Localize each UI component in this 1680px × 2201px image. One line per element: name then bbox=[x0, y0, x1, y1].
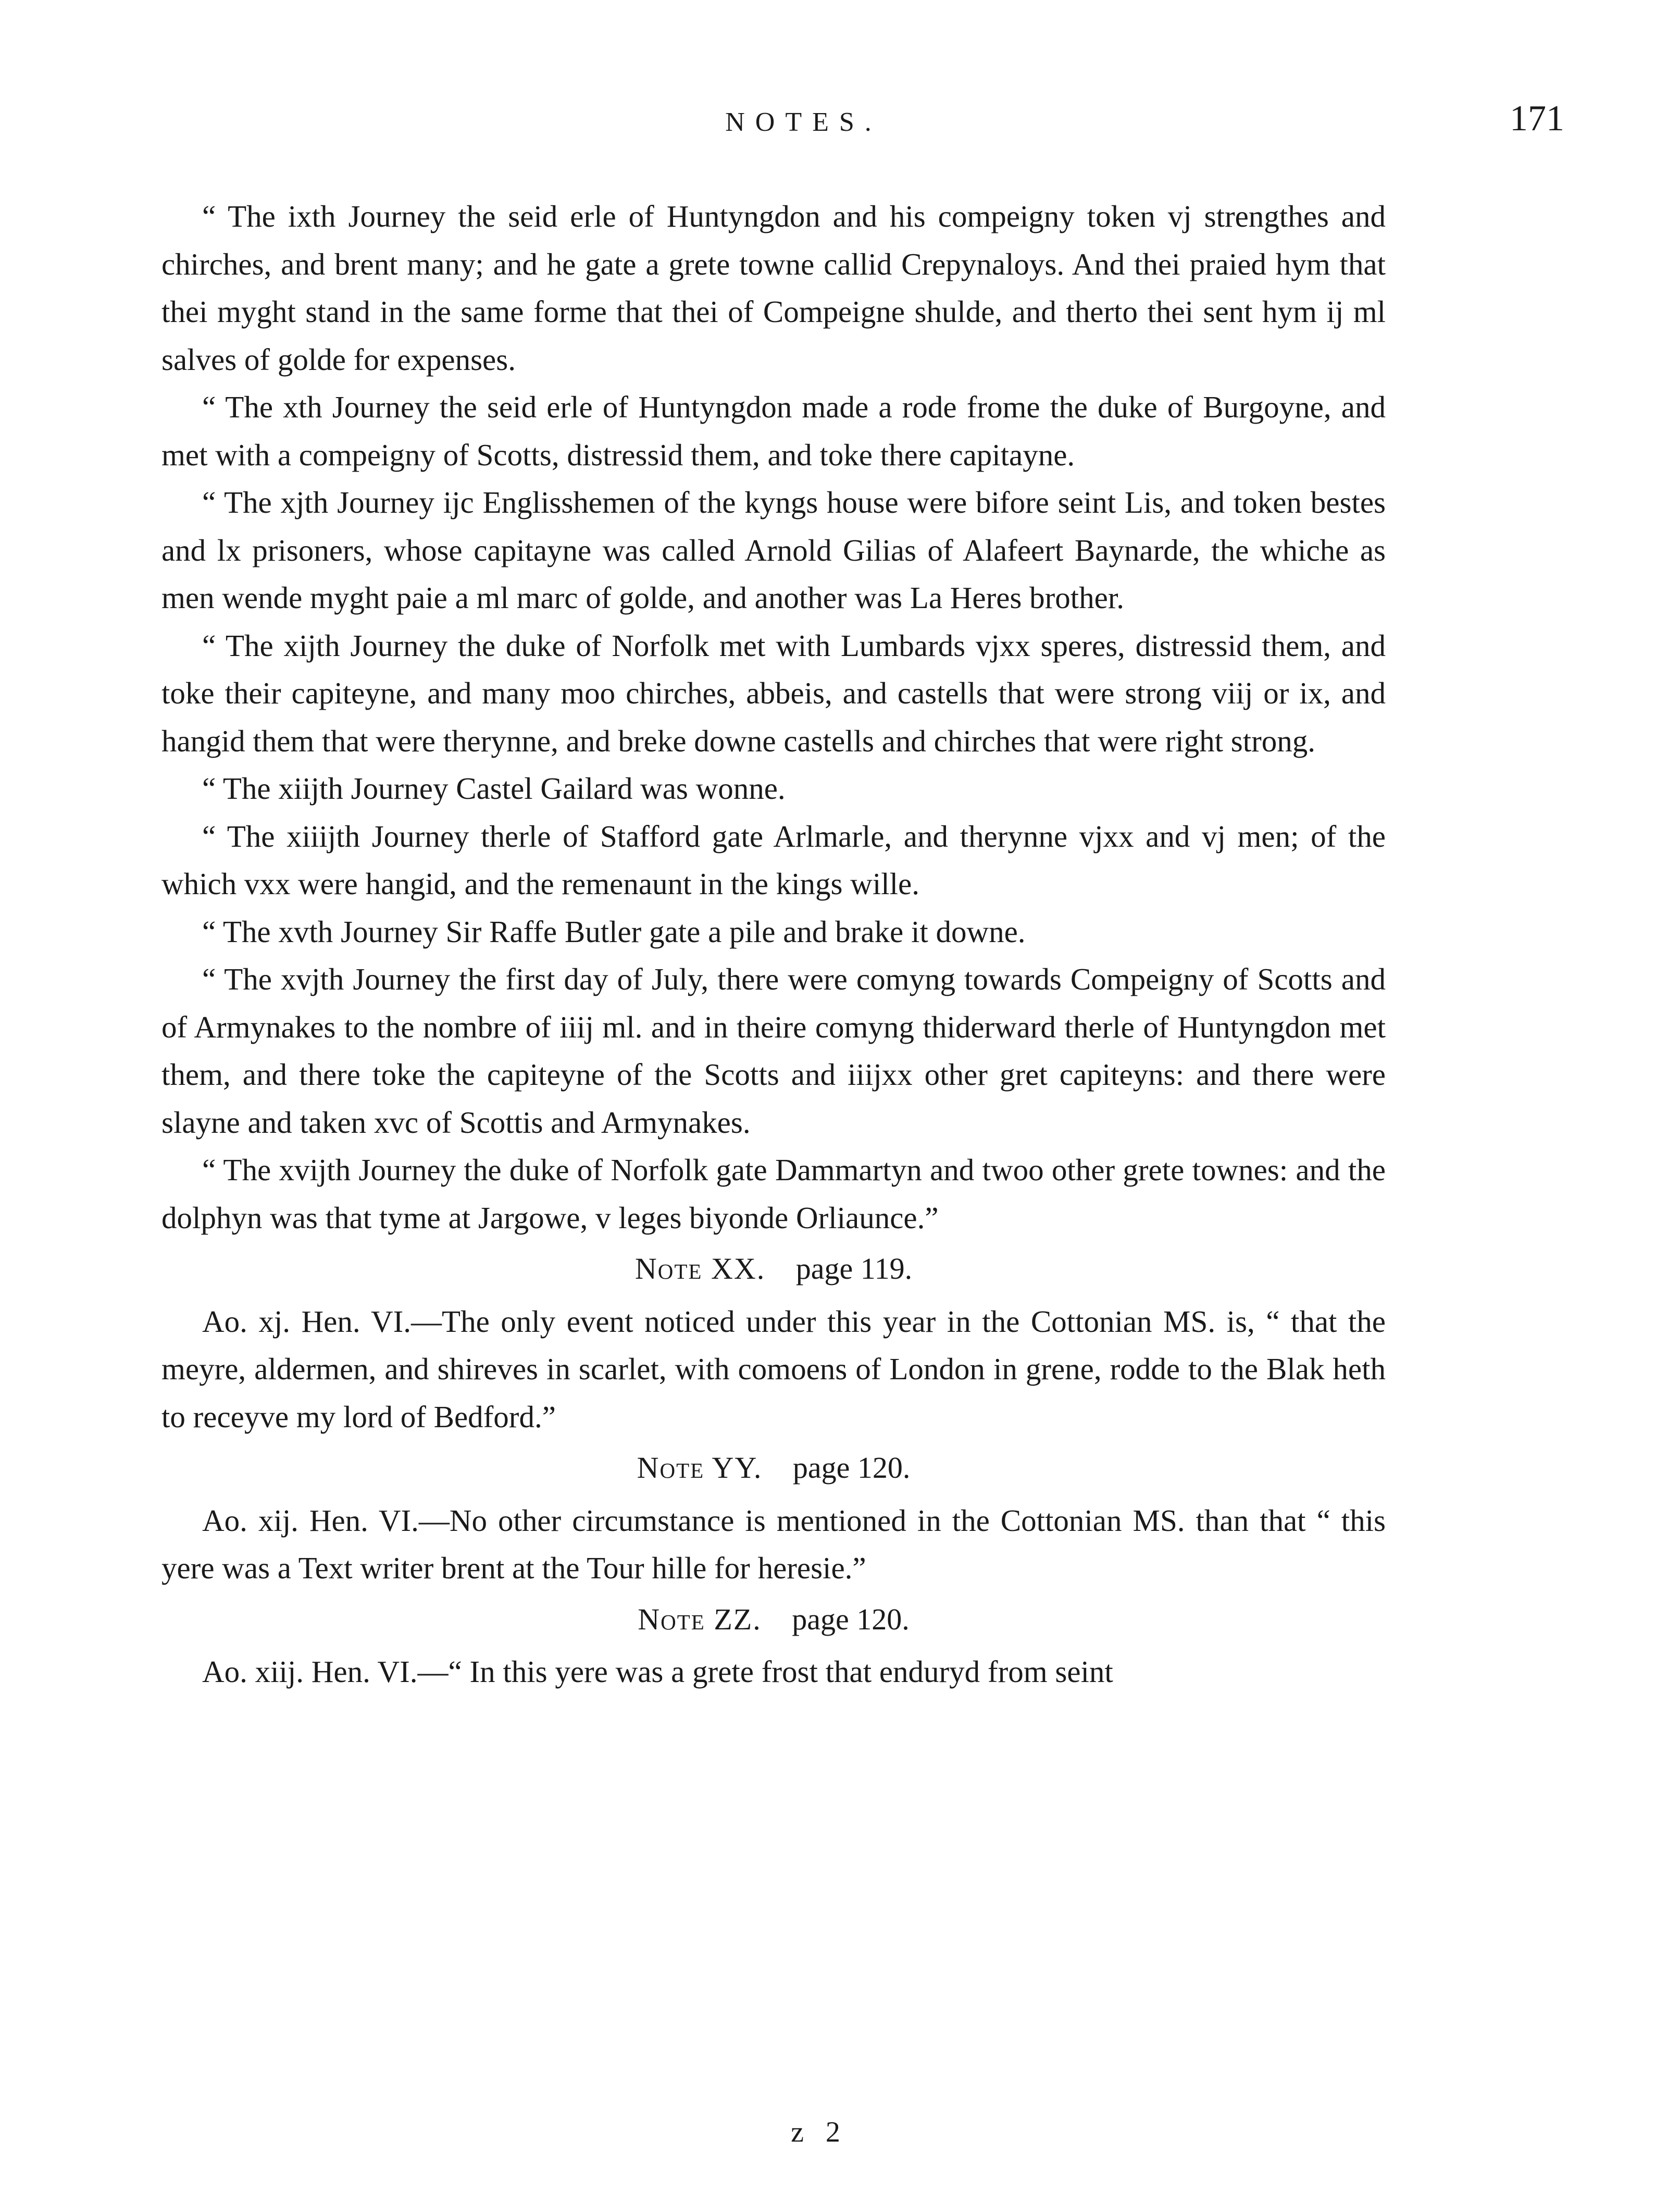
paragraph-journey-15: “ The xvth Journey Sir Raffe Butler gate a pile and brake it downe. bbox=[202, 914, 1026, 949]
note-xx-page-ref: page 119. bbox=[795, 1252, 913, 1285]
page-number: 171 bbox=[1510, 98, 1564, 139]
note-yy-text: Ao. xij. Hen. VI.—No other circumstance is mentioned in the Cottonian MS. than that “ this yere was a Text writer brent at the Tour hille for heresie.” bbox=[161, 1503, 1386, 1585]
note-zz-label: Note ZZ. bbox=[638, 1602, 762, 1636]
note-zz-heading bbox=[161, 1592, 1386, 1649]
paragraph-journey-12: “ The xijth Journey the duke of Norfolk met with Lumbards vjxx speres, distressid them, and toke their capiteyne, and many moo chirches, abbeis, and castells that were strong viij or ix, and hangid them that were therynne, and breke downe castells and chirches that were right strong. bbox=[161, 628, 1386, 758]
note-zz-text: Ao. xiij. Hen. VI.—“ In this yere was a grete frost that enduryd from seint bbox=[202, 1654, 1113, 1689]
paragraph-journey-17: “ The xvijth Journey the duke of Norfolk gate Dammartyn and twoo other grete townes: and the dolphyn was that tyme at Jargowe, v leges biyonde Orliaunce.” bbox=[161, 1153, 1386, 1235]
signature-mark: z 2 bbox=[791, 2116, 848, 2148]
paragraph-journey-14: “ The xiiijth Journey therle of Stafford gate Arlmarle, and therynne vjxx and vj men; of the which vxx were hangid, and the remenaunt in the kings wille. bbox=[161, 819, 1386, 901]
paragraph-journey-13: “ The xiijth Journey Castel Gailard was wonne. bbox=[202, 771, 786, 806]
note-yy-label: Note YY. bbox=[637, 1451, 763, 1485]
note-xx-heading bbox=[161, 1242, 1386, 1298]
paragraph-journey-10: “ The xth Journey the seid erle of Huntyngdon made a rode frome the duke of Burgoyne, and met with a compeigny of Scotts, distressid them, and toke there capitayne. bbox=[161, 390, 1386, 472]
note-xx-label: Note XX. bbox=[634, 1252, 766, 1285]
note-yy-page-ref: page 120. bbox=[792, 1451, 911, 1485]
note-zz-page-ref: page 120. bbox=[792, 1602, 910, 1636]
paragraph-journey-16: “ The xvjth Journey the first day of July, there were comyng towards Compeigny of Scotts and of Armynakes to the nombre of iiij ml. and in theire comyng thiderward therle of Huntyngdon met them, and there toke the capiteyne of the Scotts and iiijxx other gret capiteyns: and there were slayne and taken xvc of Scottis and Armynakes. bbox=[161, 962, 1386, 1140]
note-xx-text: Ao. xj. Hen. VI.—The only event noticed under this year in the Cottonian MS. is, “ that the meyre, aldermen, and shireves in scarlet, with comoens of London in grene, rodde to the Blak heth to receyve my lord of Bedford.” bbox=[161, 1304, 1386, 1434]
paragraph-journey-9: “ The ixth Journey the seid erle of Huntyngdon and his compeigny token vj strengthes and chirches, and brent many; and he gate a grete towne callid Crepynaloys. And thei praied hym that thei myght stand in the same forme that thei of Compeigne shulde, and therto thei sent hym ij ml salves of golde for expenses. bbox=[161, 199, 1386, 377]
note-yy-heading bbox=[161, 1441, 1386, 1497]
paragraph-journey-11: “ The xjth Journey ijc Englisshemen of the kyngs house were bifore seint Lis, and token bestes and lx prisoners, whose capitayne was called Arnold Gilias of Alafeert Baynarde, the whiche as men wende myght paie a ml marc of golde, and another was La Heres brother. bbox=[161, 485, 1386, 615]
page-body bbox=[161, 193, 1386, 1696]
running-title: NOTES. bbox=[725, 107, 882, 137]
